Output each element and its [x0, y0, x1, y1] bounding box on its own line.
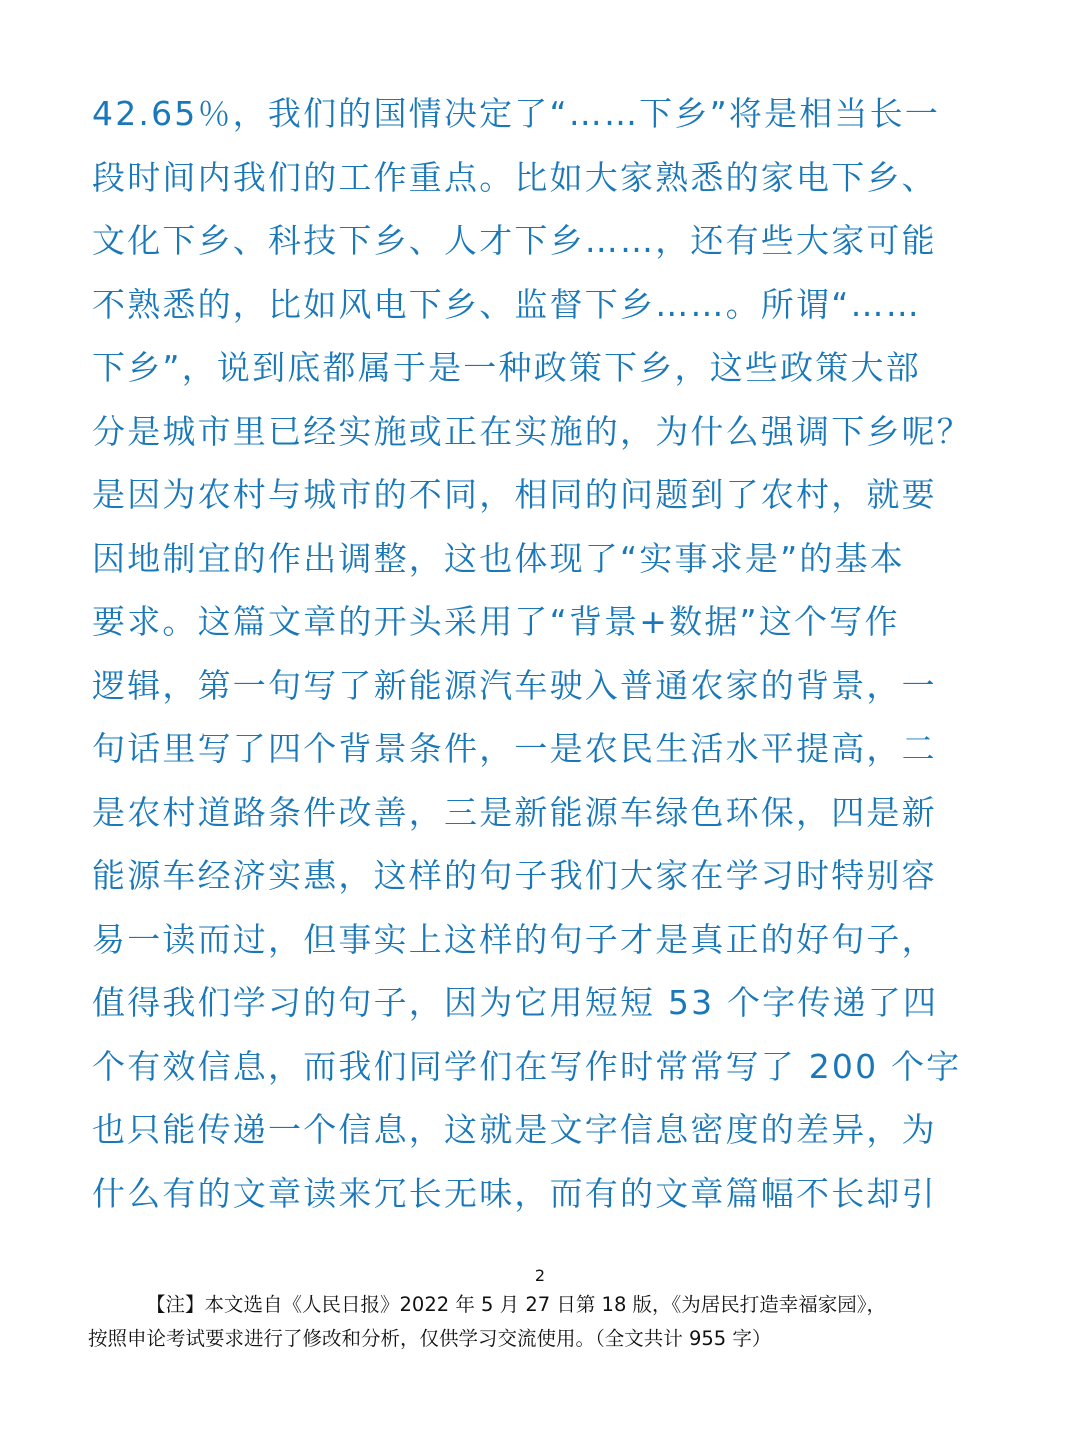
paragraph-line: 句话里写了四个背景条件，一是农民生活水平提高，二 — [92, 729, 937, 768]
paragraph-line: 值得我们学习的句子，因为它用短短 53 个字传递了四 — [92, 983, 939, 1022]
paragraph-line: 是农村道路条件改善，三是新能源车绿色环保，四是新 — [92, 792, 937, 832]
paragraph-line: 逻辑，第一句写了新能源汽车驶入普通农家的背景，一 — [92, 665, 937, 705]
paragraph-line: 要求。这篇文章的开头采用了“背景+数据”这个写作 — [92, 602, 900, 641]
paragraph-line: 什么有的文章读来冗长无味，而有的文章篇幅不长却引 — [92, 1173, 937, 1213]
note-line: 按照申论考试要求进行了修改和分析，仅供学习交流使用。（全文共计 955 字） — [88, 1327, 772, 1350]
source-note — [88, 1288, 988, 1356]
page-number: 2 — [534, 1266, 546, 1285]
paragraph-line: 能源车经济实惠，这样的句子我们大家在学习时特别容 — [92, 856, 937, 895]
paragraph-line: 也只能传递一个信息，这就是文字信息密度的差异，为 — [92, 1110, 937, 1149]
paragraph-line: 是因为农村与城市的不同，相同的问题到了农村，就要 — [92, 475, 937, 514]
paragraph-line: 分是城市里已经实施或正在实施的，为什么强调下乡呢？ — [92, 411, 972, 451]
paragraph-line: 易一读而过，但事实上这样的句子才是真正的好句子， — [92, 919, 937, 959]
article-paragraph — [92, 82, 992, 1225]
paragraph-line: 42.65％，我们的国情决定了“……下乡”将是相当长一 — [92, 94, 941, 133]
paragraph-line: 不熟悉的，比如风电下乡、监督下乡……。所谓“…… — [92, 284, 921, 324]
paragraph-line: 段时间内我们的工作重点。比如大家熟悉的家电下乡、 — [92, 157, 937, 197]
paragraph-line: 因地制宜的作出调整，这也体现了“实事求是”的基本 — [92, 538, 905, 578]
note-line: 【注】本文选自《人民日报》2022 年 5 月 27 日第 18 版，《为居民打造幸福家园》， — [146, 1293, 887, 1316]
paragraph-line: 下乡”，说到底都属于是一种政策下乡，这些政策大部 — [92, 348, 921, 387]
paragraph-line: 个有效信息，而我们同学们在写作时常常写了 200 个字 — [92, 1046, 962, 1086]
paragraph-line: 文化下乡、科技下乡、人才下乡……，还有些大家可能 — [92, 221, 937, 260]
